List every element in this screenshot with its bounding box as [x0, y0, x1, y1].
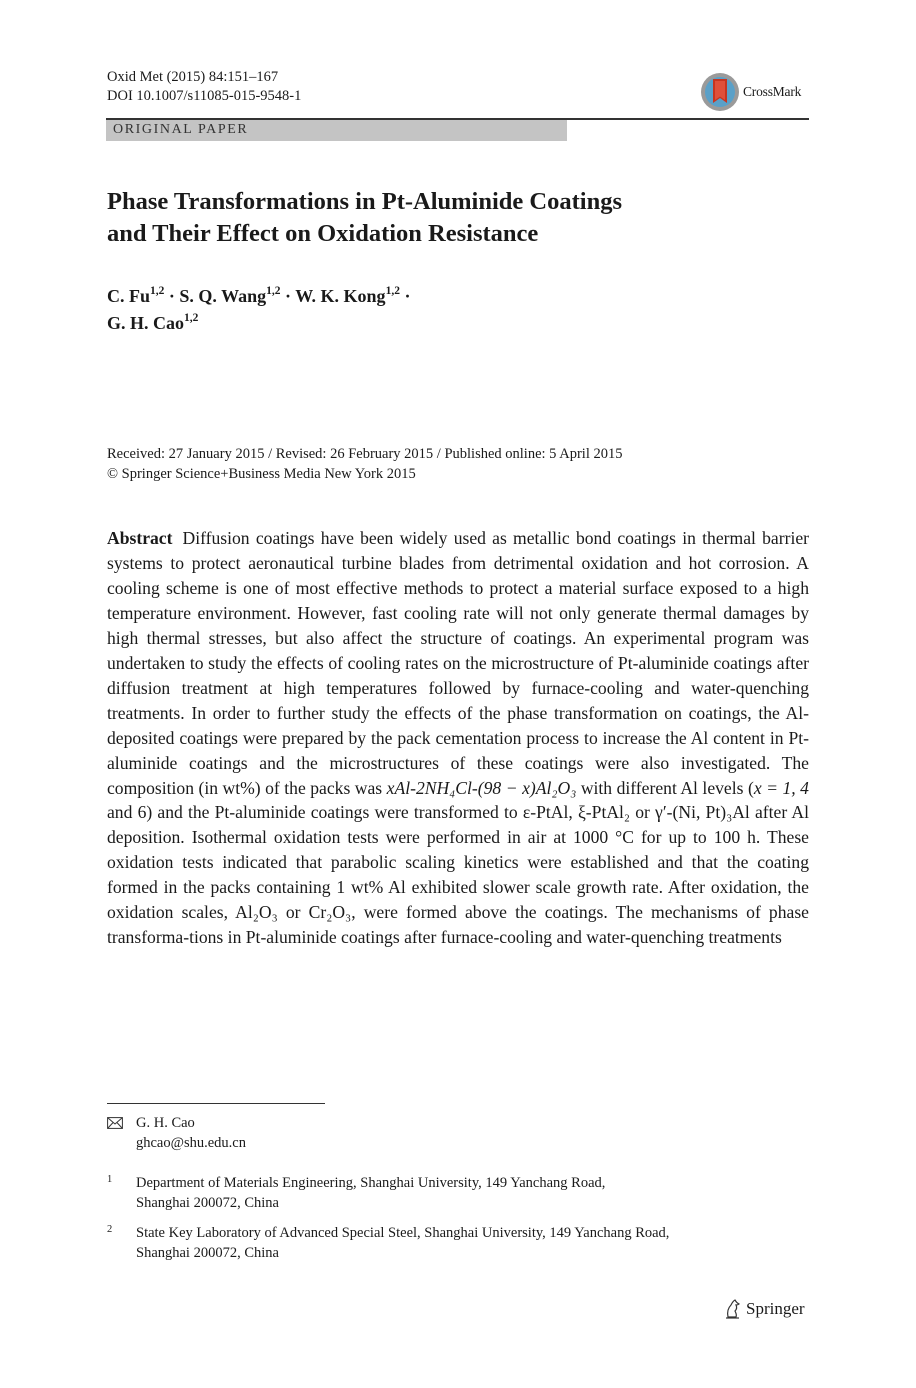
corresponding-name: G. H. Cao [136, 1115, 195, 1131]
author-separator: · [280, 286, 296, 306]
crossmark-icon [700, 72, 740, 112]
abstract-text-1: Diffusion coatings have been widely used as metallic bond coatings in thermal barrier systems to protect aeronautical turbine blades from detrimental oxidation and hot corrosion. A cooling scheme is one of most effective methods to protect a material surface exposed to a high temperature environment. However, fast cooling rate will not only generate thermal damages by high thermal stresses, but also affect the structure of coatings. An experimental program was undertaken to study the effects of cooling rates on the microstructure of Pt-aluminide coatings after diffusion treatment at high temperatures followed by furnace-cooling and water-quenching treatments. In order to further study the effects of the phase transformation on coatings, the Al-deposited coatings were prepared by the pack cementation process to increase the Al content in Pt-aluminide coatings and the microstructures of these coatings were also investigated. The composition (in wt%) of the packs was [107, 528, 809, 798]
paper-title [107, 186, 807, 250]
envelope-icon [107, 1117, 123, 1129]
affiliation-number: 1 [107, 1174, 113, 1185]
affiliation-line: Department of Materials Engineering, Shanghai University, 149 Yanchang Road, [136, 1175, 606, 1191]
affiliation-number: 2 [107, 1224, 113, 1235]
author-affiliation-sup: 1,2 [385, 285, 400, 297]
author-affiliation-sup: 1,2 [184, 312, 199, 324]
abstract-text-3: and 6) and the Pt-aluminide coatings were transformed to ε-PtAl, ξ-PtAl₂ or γ′-(Ni, Pt)₃Al after Al deposition. Isothermal oxidation tests were performed in air at 1000 °C for up to 100 h. These oxidation tests indicated that parabolic scaling kinetics were established and that the coating formed in the packs containing 1 wt% Al exhibited slower scale growth rate. After oxidation, the oxidation scales, Al₂O₃ or Cr₂O₃, were formed above the coatings. The mechanisms of phase transforma-tions in Pt-aluminide coatings after furnace-cooling and water-quenching treatments [107, 802, 809, 948]
crossmark-label: CrossMark [743, 84, 802, 99]
title-line-2: and Their Effect on Oxidation Resistance [107, 220, 539, 247]
affiliation-2 [136, 1223, 669, 1263]
author-list [107, 283, 807, 337]
abstract [107, 526, 809, 950]
packs-formula: xAl-2NH₄Cl-(98 − x)Al₂O₃ [386, 777, 577, 798]
affiliation-line: Shanghai 200072, China [136, 1195, 279, 1211]
author-name: S. Q. Wang [179, 286, 267, 306]
author-affiliation-sup: 1,2 [266, 285, 281, 297]
affiliation-line: Shanghai 200072, China [136, 1245, 279, 1261]
x-values: x = 1, 4 [753, 777, 809, 798]
author-affiliation-sup: 1,2 [150, 285, 165, 297]
journal-citation: Oxid Met (2015) 84:151–167 [107, 69, 279, 85]
springer-horse-icon [724, 1299, 742, 1319]
author-name: C. Fu [107, 286, 151, 306]
author-name: W. K. Kong [295, 286, 386, 306]
abstract-text-2: with different Al levels ( [576, 777, 754, 798]
footnote-rule [107, 1103, 325, 1104]
corresponding-author [136, 1113, 246, 1153]
history-dates: Received: 27 January 2015 / Revised: 26 February 2015 / Published online: 5 April 2015 [107, 446, 623, 462]
publisher-logo [724, 1299, 805, 1319]
publication-dates [107, 444, 623, 484]
publisher-name: Springer [746, 1299, 805, 1318]
doi[interactable]: DOI 10.1007/s11085-015-9548-1 [107, 88, 302, 104]
corresponding-email[interactable]: ghcao@shu.edu.cn [136, 1135, 246, 1151]
journal-meta [107, 68, 301, 106]
affiliation-1 [136, 1173, 605, 1213]
copyright: © Springer Science+Business Media New York 2015 [107, 466, 416, 482]
author-name: G. H. Cao [107, 313, 185, 333]
title-line-1: Phase Transformations in Pt-Aluminide Coatings [107, 188, 622, 215]
paper-type: ORIGINAL PAPER [113, 122, 249, 137]
abstract-label: Abstract [107, 528, 173, 548]
author-separator: · [399, 286, 411, 306]
author-separator: · [164, 286, 180, 306]
affiliation-line: State Key Laboratory of Advanced Special Steel, Shanghai University, 149 Yanchang Road, [136, 1225, 670, 1241]
crossmark-badge[interactable] [700, 70, 810, 114]
